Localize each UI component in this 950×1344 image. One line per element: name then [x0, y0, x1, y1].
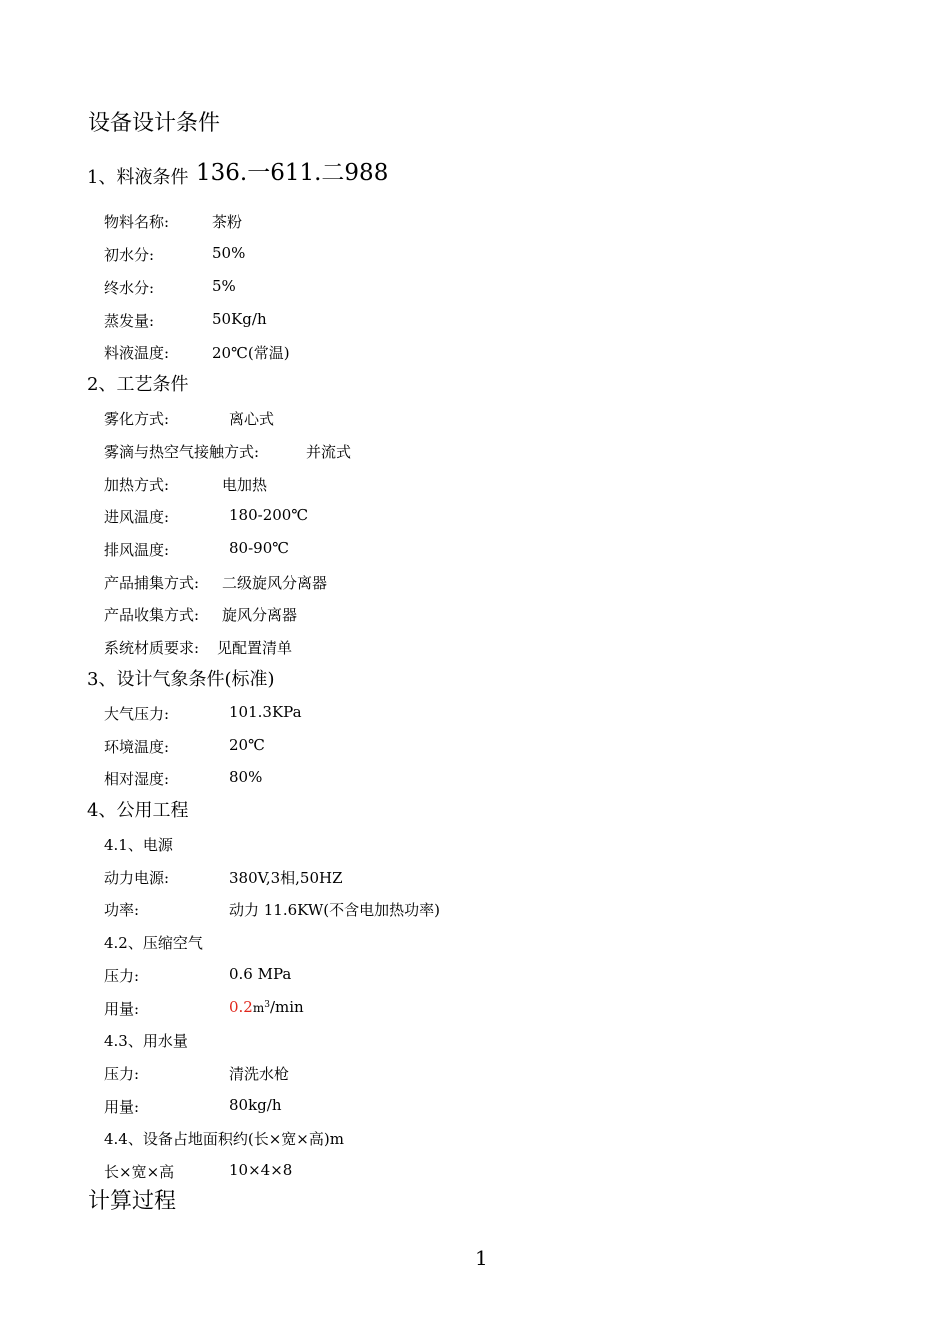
- row-value: 50%: [212, 244, 246, 262]
- row-label: 长×宽×高: [104, 1163, 175, 1181]
- row-value: 0.6 MPa: [229, 965, 292, 983]
- row-value: 80%: [229, 768, 263, 786]
- row-label: 用量:: [104, 1098, 140, 1116]
- row-label: 蒸发量:: [104, 312, 155, 330]
- row-label: 功率:: [104, 901, 140, 919]
- row-label: 终水分:: [104, 279, 155, 297]
- section-4-heading: 4、公用工程: [87, 800, 189, 821]
- air-usage-value: [229, 998, 304, 1016]
- row-value: 旋风分离器: [222, 606, 298, 624]
- row-value: 动力 11.6KW(不含电加热功率): [229, 901, 440, 919]
- air-usage-unit-m: m: [252, 1001, 265, 1015]
- section-3-heading: 3、设计气象条件(标准): [87, 669, 275, 690]
- row-value: 二级旋风分离器: [222, 574, 328, 592]
- row-label: 排风温度:: [104, 541, 170, 559]
- document-title: 设备设计条件: [88, 111, 221, 136]
- row-value: 50Kg/h: [212, 310, 267, 328]
- row-label: 雾滴与热空气接触方式:: [104, 443, 260, 461]
- row-value: 80kg/h: [229, 1096, 282, 1114]
- row-label: 环境温度:: [104, 738, 170, 756]
- row-value: 20℃: [229, 736, 265, 754]
- row-label: 用量:: [104, 1000, 140, 1018]
- phone-number: 136.一611.二988: [196, 160, 389, 186]
- row-label: 加热方式:: [104, 476, 170, 494]
- air-usage-unit-sup: 3: [264, 1000, 270, 1010]
- row-value: 茶粉: [212, 213, 243, 231]
- row-label: 物料名称:: [104, 213, 170, 231]
- row-value: 380V,3相,50HZ: [229, 869, 343, 887]
- subsection-floor-area: 4.4、设备占地面积约(长×宽×高)m: [104, 1130, 344, 1148]
- row-label: 进风温度:: [104, 508, 170, 526]
- row-value: 见配置清单: [217, 639, 293, 657]
- calc-heading: 计算过程: [88, 1189, 177, 1214]
- row-label: 产品收集方式:: [104, 606, 200, 624]
- row-value: 离心式: [229, 410, 275, 428]
- section-1-heading: 1、料液条件: [87, 167, 189, 188]
- row-label: 雾化方式:: [104, 410, 170, 428]
- row-label: 压力:: [104, 1065, 140, 1083]
- row-label: 系统材质要求:: [104, 639, 200, 657]
- row-label: 压力:: [104, 967, 140, 985]
- row-value: 101.3KPa: [229, 703, 302, 721]
- section-2-heading: 2、工艺条件: [87, 374, 189, 395]
- row-value: 5%: [212, 277, 236, 295]
- row-value: 20℃(常温): [212, 344, 290, 362]
- row-label: 动力电源:: [104, 869, 170, 887]
- row-value: 180-200℃: [229, 506, 309, 524]
- row-label: 相对湿度:: [104, 770, 170, 788]
- air-usage-number: 0.2: [229, 998, 253, 1016]
- row-value: 10×4×8: [229, 1161, 293, 1179]
- row-value: 并流式: [306, 443, 352, 461]
- row-value: 清洗水枪: [229, 1065, 290, 1083]
- subsection-compressed-air: 4.2、压缩空气: [104, 934, 203, 952]
- air-usage-unit-rest: /min: [269, 998, 304, 1016]
- subsection-power: 4.1、电源: [104, 836, 173, 854]
- page-number: 1: [475, 1246, 488, 1270]
- row-label: 料液温度:: [104, 344, 170, 362]
- row-value: 80-90℃: [229, 539, 290, 557]
- row-label: 大气压力:: [104, 705, 170, 723]
- subsection-water: 4.3、用水量: [104, 1032, 188, 1050]
- row-value: 电加热: [222, 476, 268, 494]
- row-label: 初水分:: [104, 246, 155, 264]
- row-label: 产品捕集方式:: [104, 574, 200, 592]
